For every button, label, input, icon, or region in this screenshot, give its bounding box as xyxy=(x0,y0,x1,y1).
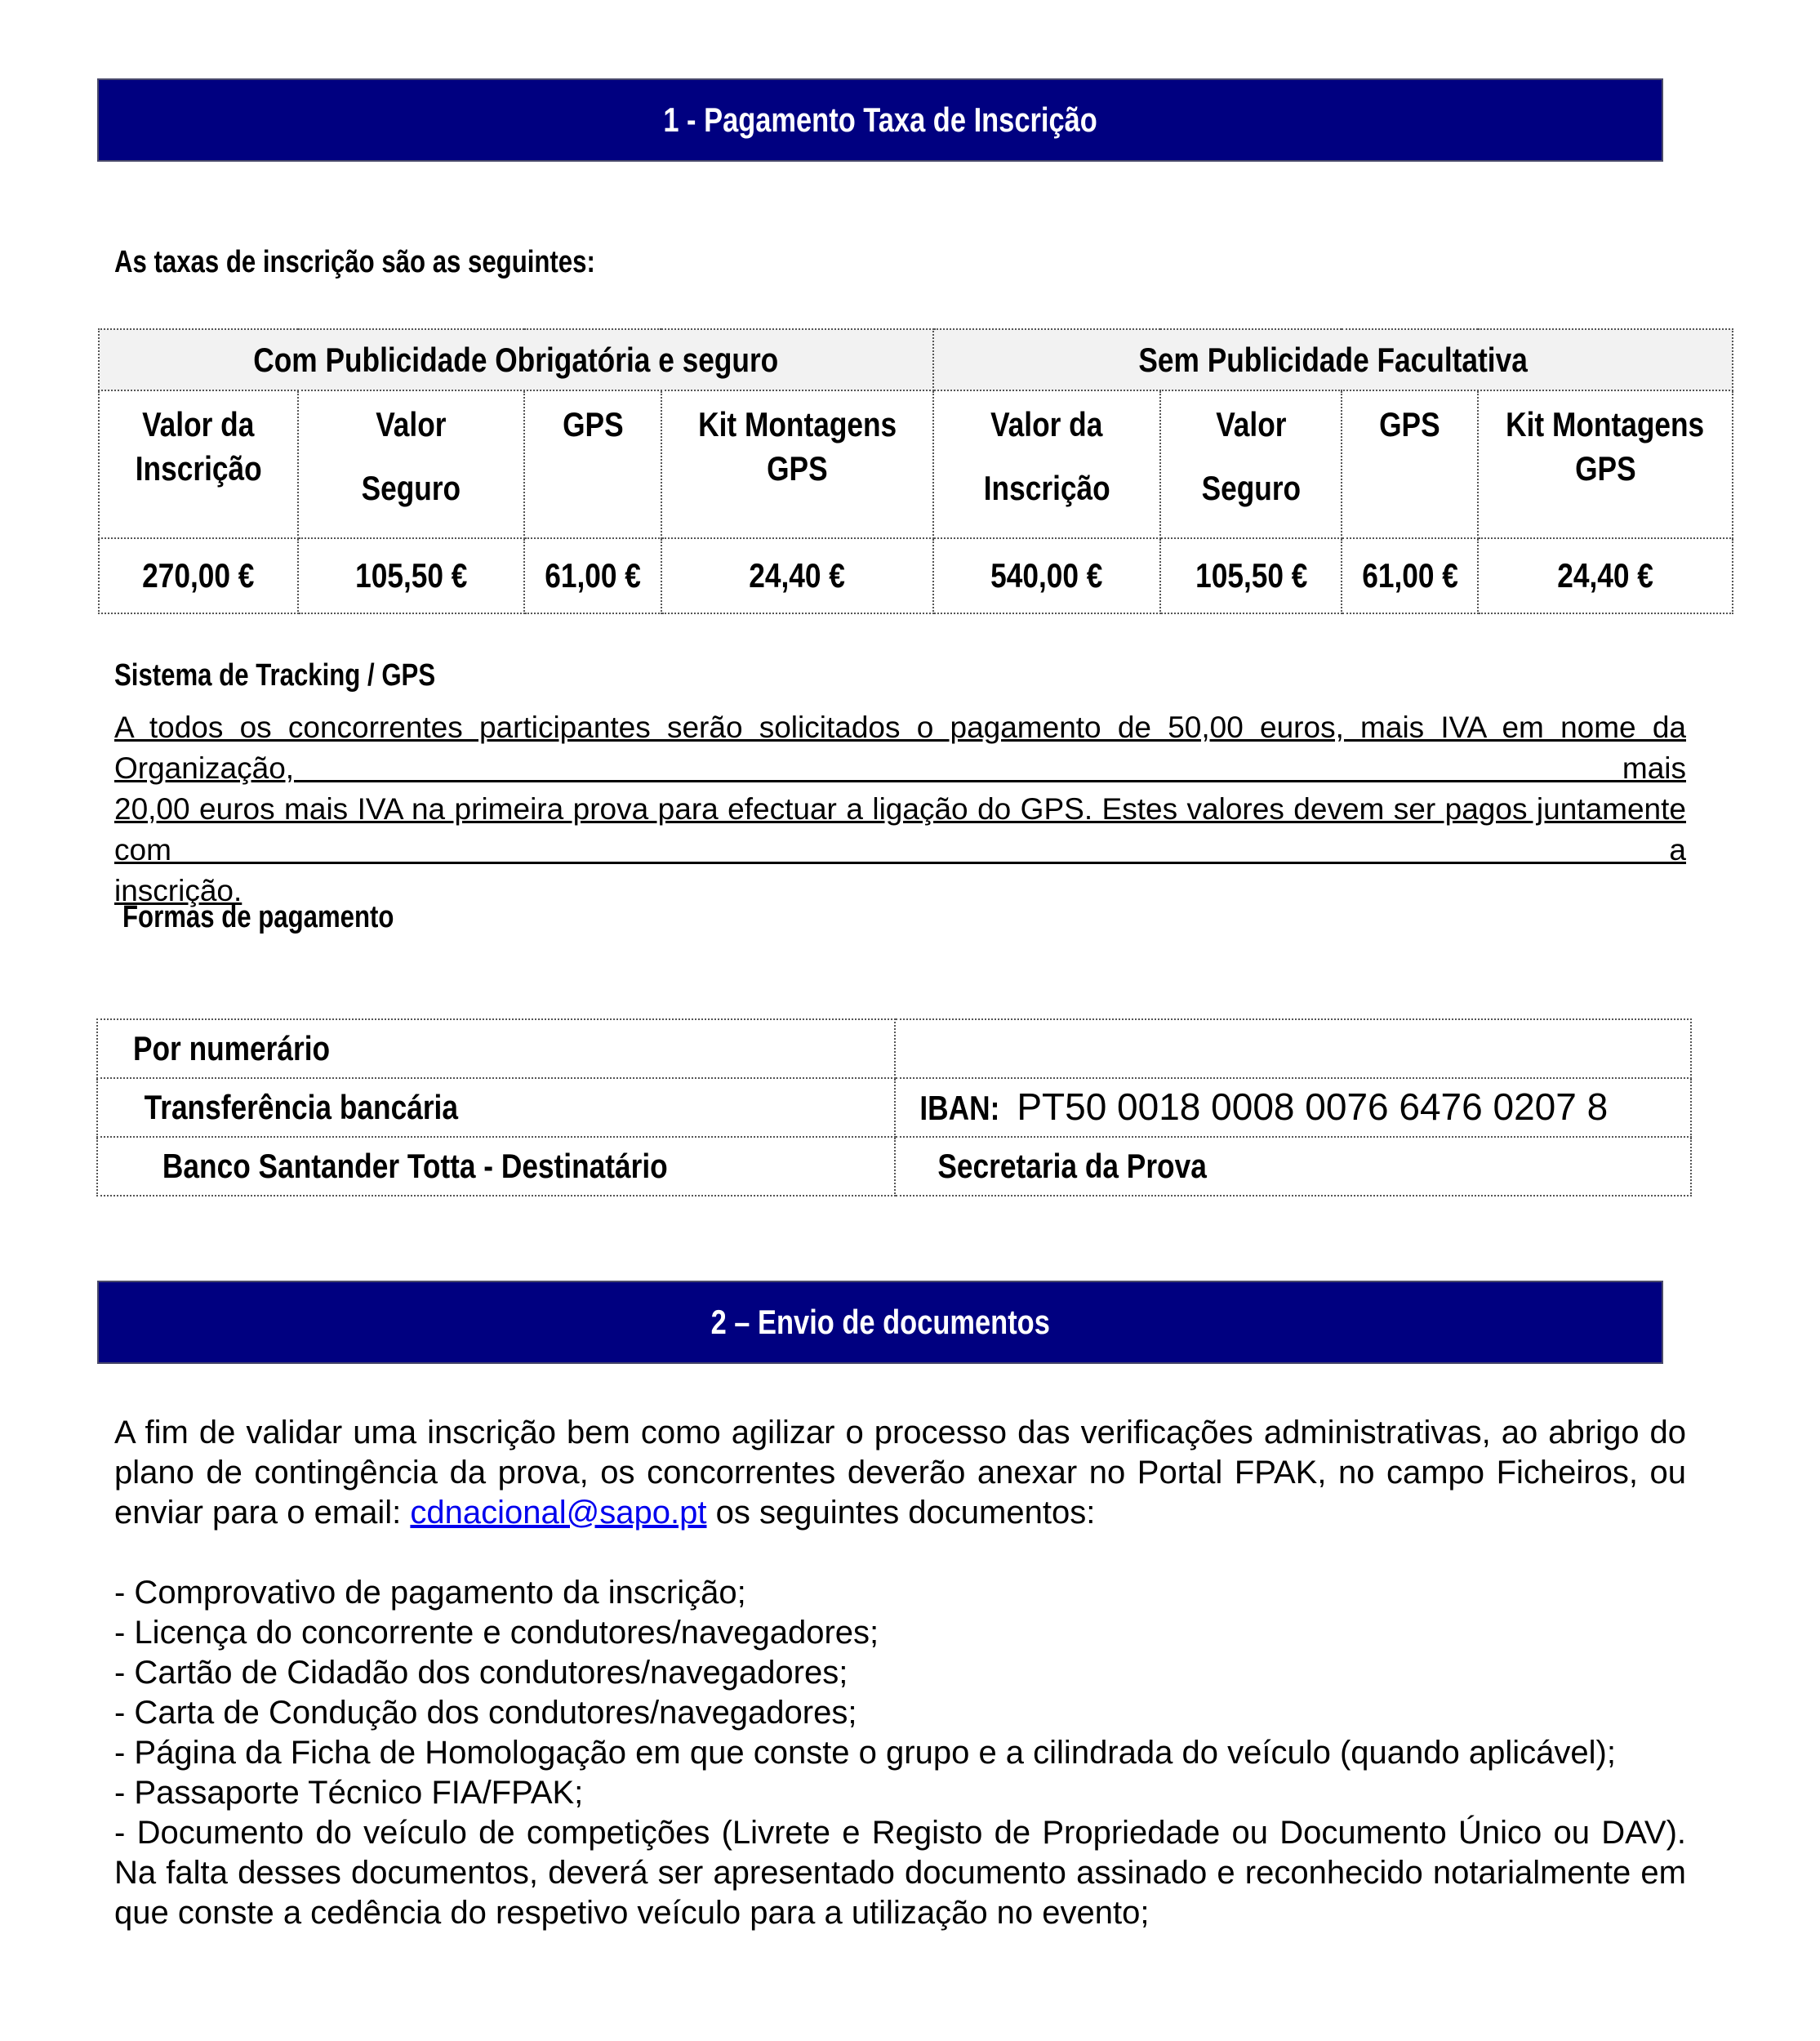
fee-value: 540,00 € xyxy=(933,538,1161,613)
list-item: - Cartão de Cidadão dos condutores/navegadores; xyxy=(114,1655,848,1691)
col-header-valor-inscricao-b: Valor da Inscrição xyxy=(933,390,1161,538)
list-item: - Carta de Condução dos condutores/navegadores; xyxy=(114,1695,857,1731)
col-header-gps-b: GPS xyxy=(1342,390,1478,538)
fee-value: 270,00 € xyxy=(99,538,298,613)
payment-method-label: Por numerário xyxy=(97,1019,895,1078)
tracking-line: A todos os concorrentes participantes serão solicitados o pagamento de 50,00 euros, mais IVA em nome da Organização, mais xyxy=(114,711,1686,785)
payment-iban-cell xyxy=(895,1078,1691,1137)
col-header-kit-montagens-b: Kit Montagens GPS xyxy=(1478,390,1733,538)
documents-section xyxy=(114,1413,1686,1933)
fees-values-row xyxy=(99,538,1733,613)
fee-value: 105,50 € xyxy=(1160,538,1342,613)
col-header-valor-inscricao: Valor da Inscrição xyxy=(99,390,298,538)
payment-row xyxy=(97,1137,1691,1196)
section-2-title: 2 – Envio de documentos xyxy=(710,1303,1050,1341)
fees-intro: As taxas de inscrição são as seguintes: xyxy=(114,245,595,279)
payment-method-label: Banco Santander Totta - Destinatário xyxy=(97,1137,895,1196)
payment-method-label: Transferência bancária xyxy=(97,1078,895,1137)
section-2-banner xyxy=(97,1281,1663,1364)
fees-column-header-row xyxy=(99,390,1733,538)
email-link[interactable]: cdnacional@sapo.pt xyxy=(410,1495,707,1531)
tracking-line: 20,00 euros mais IVA na primeira prova para efectuar a ligação do GPS. Estes valores devem ser pagos juntamente com a xyxy=(114,792,1686,867)
fees-group-header-row xyxy=(99,329,1733,390)
payment-row xyxy=(97,1019,1691,1078)
list-item: - Página da Ficha de Homologação em que conste o grupo e a cilindrada do veículo (quando aplicável); xyxy=(114,1735,1616,1771)
fee-value: 61,00 € xyxy=(524,538,661,613)
list-item: - Documento do veículo de competições (Livrete e Registo de Propriedade ou Documento Único ou DAV). Na falta desses documentos, deverá ser apresentado documento assinado e reconhecido notarialmente em que conste a cedência do respetivo veículo para a utilização no evento; xyxy=(114,1815,1686,1931)
fee-value: 105,50 € xyxy=(298,538,524,613)
documents-list xyxy=(114,1573,1686,1933)
payment-table xyxy=(96,1018,1692,1197)
fee-value: 61,00 € xyxy=(1342,538,1478,613)
col-header-kit-montagens: Kit Montagens GPS xyxy=(661,390,933,538)
group-b-header: Sem Publicidade Facultativa xyxy=(933,329,1733,390)
documents-intro: A fim de validar uma inscrição bem como agilizar o processo das verificações administrativas, ao abrigo do plano de contingência da prova, os concorrentes deverão anexar no Portal FPAK, no campo Ficheiros, ou enviar para o email: cdnacional@sapo.pt os seguintes documentos: xyxy=(114,1415,1686,1531)
col-header-valor-seguro: Valor Seguro xyxy=(298,390,524,538)
payment-row xyxy=(97,1078,1691,1137)
section-1-banner xyxy=(97,78,1663,162)
list-item: - Licença do concorrente e condutores/navegadores; xyxy=(114,1615,879,1651)
payment-heading: Formas de pagamento xyxy=(122,900,394,934)
tracking-paragraph xyxy=(114,707,1686,911)
fee-value: 24,40 € xyxy=(661,538,933,613)
fee-value: 24,40 € xyxy=(1478,538,1733,613)
col-header-valor-seguro-b: Valor Seguro xyxy=(1160,390,1342,538)
iban-value: PT50 0018 0008 0076 6476 0207 8 xyxy=(1017,1085,1609,1128)
payment-method-value xyxy=(895,1019,1691,1078)
col-header-gps: GPS xyxy=(524,390,661,538)
iban-label: IBAN: xyxy=(919,1089,1000,1127)
fees-table xyxy=(98,328,1733,614)
section-1-title: 1 - Pagamento Taxa de Inscrição xyxy=(663,100,1097,139)
tracking-heading: Sistema de Tracking / GPS xyxy=(114,658,436,693)
list-item: - Comprovativo de pagamento da inscrição; xyxy=(114,1575,746,1611)
group-a-header: Com Publicidade Obrigatória e seguro xyxy=(99,329,933,390)
payment-method-value: Secretaria da Prova xyxy=(895,1137,1691,1196)
list-item: - Passaporte Técnico FIA/FPAK; xyxy=(114,1775,584,1811)
tracking-line: inscrição. xyxy=(114,874,243,907)
